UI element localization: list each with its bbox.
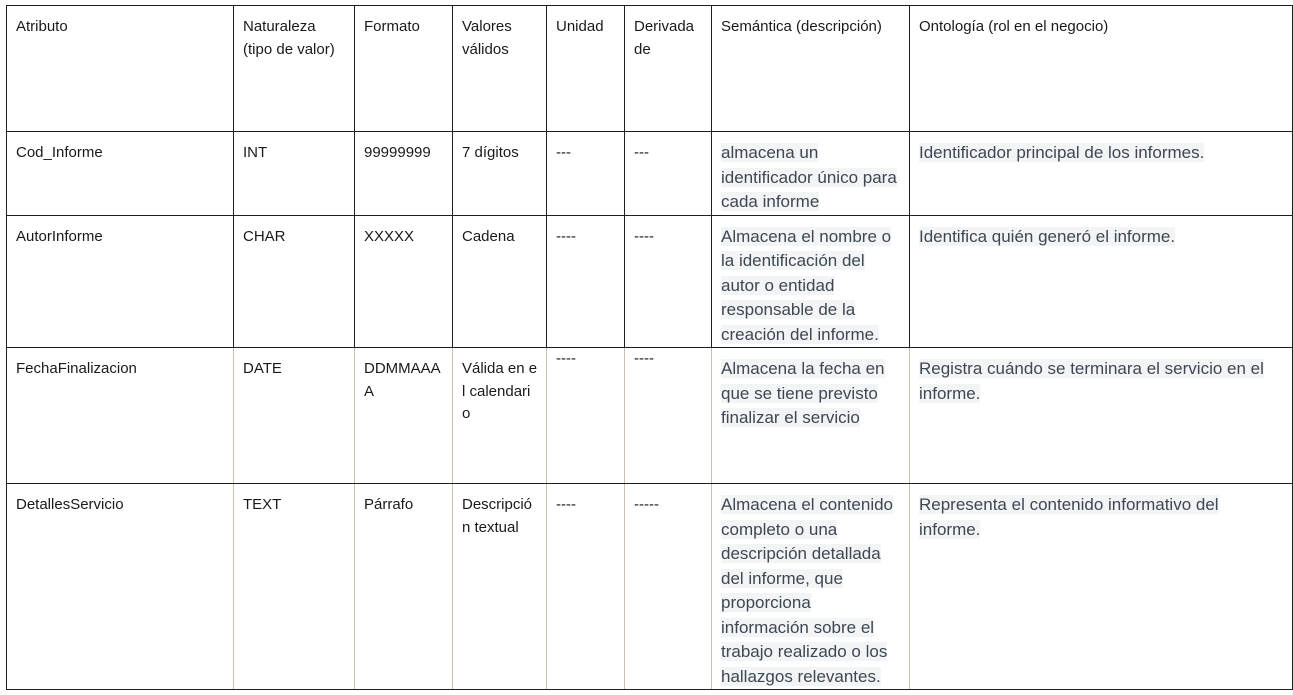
- cell-semantica: [712, 132, 910, 216]
- cell-semantica: [712, 348, 910, 484]
- cell-semantica-text: Almacena el nombre o la identificación del autor o entidad responsable de la creación del informe.: [721, 226, 892, 344]
- cell-formato: Párrafo: [355, 484, 453, 690]
- cell-ontologia-text: Registra cuándo se terminara el servicio en el informe.: [919, 359, 1264, 403]
- cell-naturaleza: CHAR: [234, 215, 355, 348]
- header-semantica: Semántica (descripción): [712, 6, 910, 132]
- header-ontologia: Ontología (rol en el negocio): [910, 6, 1293, 132]
- cell-formato: DDMMAAAA: [355, 348, 453, 484]
- cell-unidad: ----: [547, 215, 625, 348]
- cell-valores: Cadena: [453, 215, 547, 348]
- cell-derivada: ----: [625, 215, 712, 348]
- cell-valores: 7 dígitos: [453, 132, 547, 216]
- cell-naturaleza: TEXT: [234, 484, 355, 690]
- cell-valores: Descripción textual: [453, 484, 547, 690]
- cell-semantica: [712, 484, 910, 690]
- cell-unidad: ----: [547, 348, 625, 484]
- cell-ontologia-text: Identificador principal de los informes.: [919, 143, 1205, 162]
- table-row: [7, 132, 1293, 216]
- header-unidad: Unidad: [547, 6, 625, 132]
- cell-derivada: -----: [625, 484, 712, 690]
- header-valores: Valores válidos: [453, 6, 547, 132]
- cell-derivada: ----: [625, 348, 712, 484]
- table-row: [7, 484, 1293, 690]
- cell-semantica-text: almacena un identificador único para cada informe: [721, 143, 897, 211]
- cell-naturaleza: INT: [234, 132, 355, 216]
- cell-ontologia: [910, 348, 1293, 484]
- table-row: [7, 348, 1293, 484]
- cell-formato: 99999999: [355, 132, 453, 216]
- cell-atributo: DetallesServicio: [7, 484, 234, 690]
- header-row: [7, 6, 1293, 132]
- cell-semantica-text: Almacena el contenido completo o una descripción detallada del informe, que proporciona información sobre el trabajo realizado o los hallazgos relevantes.: [721, 495, 894, 686]
- cell-semantica: [712, 215, 910, 348]
- cell-atributo: FechaFinalizacion: [7, 348, 234, 484]
- cell-unidad: ---: [547, 132, 625, 216]
- header-atributo: Atributo: [7, 6, 234, 132]
- cell-atributo: AutorInforme: [7, 215, 234, 348]
- header-formato: Formato: [355, 6, 453, 132]
- cell-atributo: Cod_Informe: [7, 132, 234, 216]
- cell-ontologia: [910, 215, 1293, 348]
- cell-unidad: ----: [547, 484, 625, 690]
- cell-ontologia-text: Representa el contenido informativo del informe.: [919, 495, 1219, 539]
- cell-valores: Válida en el calendario: [453, 348, 547, 484]
- data-dictionary-table: [6, 5, 1293, 690]
- table-row: [7, 215, 1293, 348]
- header-derivada: Derivada de: [625, 6, 712, 132]
- cell-ontologia: [910, 484, 1293, 690]
- cell-naturaleza: DATE: [234, 348, 355, 484]
- cell-ontologia: [910, 132, 1293, 216]
- cell-formato: XXXXX: [355, 215, 453, 348]
- cell-derivada: ---: [625, 132, 712, 216]
- cell-semantica-text: Almacena la fecha en que se tiene previsto finalizar el servicio: [721, 359, 885, 427]
- header-naturaleza: Naturaleza (tipo de valor): [234, 6, 355, 132]
- cell-ontologia-text: Identifica quién generó el informe.: [919, 226, 1176, 246]
